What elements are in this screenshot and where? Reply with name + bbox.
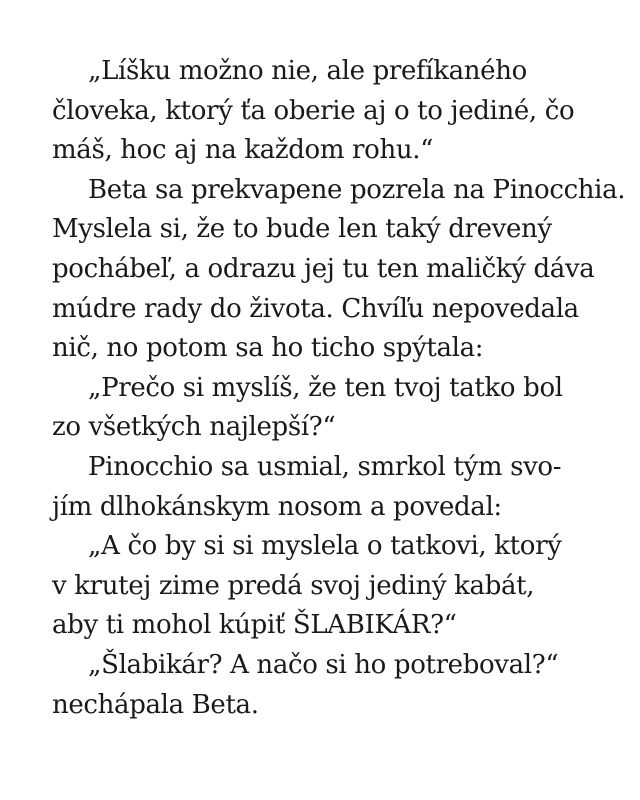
text-line: „Líšku možno nie, ale prefíkaného	[88, 56, 527, 86]
text-line: máš, hoc aj na každom rohu.“	[52, 135, 434, 166]
text-line: „A čo by si si myslela o tatkovi, ktorý	[88, 531, 562, 562]
text-line: Beta sa prekvapene pozrela na Pinocchia.	[88, 174, 626, 205]
text-line: nič, no potom sa ho ticho spýtala:	[52, 333, 484, 364]
text-line: aby ti mohol kúpiť ŠLABIKÁR?“	[52, 610, 457, 641]
text-line: „Prečo si myslíš, že ten tvoj tatko bol	[88, 372, 563, 403]
text-line: pochábeľ, a odrazu jej tu ten maličký dáva	[52, 253, 595, 284]
text-line: nechápala Beta.	[52, 689, 259, 720]
text-line: Myslela si, že to bude len taký drevený	[52, 214, 552, 245]
text-line: „Šlabikár? A načo si ho potreboval?“	[88, 649, 559, 680]
text-line: človeka, ktorý ťa oberie aj o to jediné, čo	[52, 95, 575, 126]
text-line: v krutej zime predá svoj jediný kabát,	[52, 570, 535, 601]
text-line: zo všetkých najlepší?“	[52, 412, 336, 443]
book-page-text	[52, 52, 626, 725]
text-line: Pinocchio sa usmial, smrkol tým svo-	[88, 451, 562, 482]
text-line: múdre rady do života. Chvíľu nepovedala	[52, 293, 579, 324]
text-line: jím dlhokánskym nosom a povedal:	[52, 491, 502, 522]
